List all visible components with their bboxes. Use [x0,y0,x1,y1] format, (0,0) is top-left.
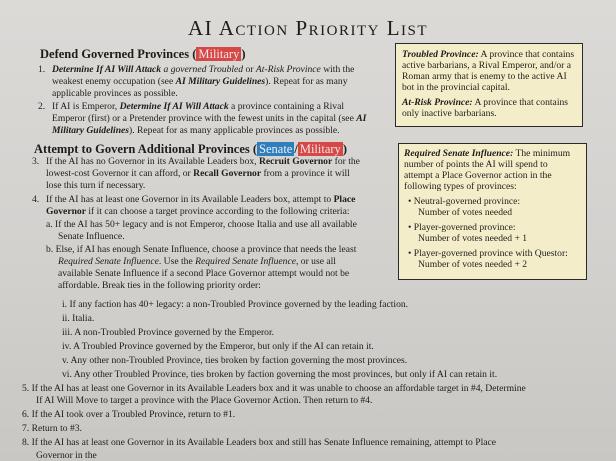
attempt-item-5: 5. If the AI has at least one Governor in its Available Leaders box and it was unable to choose an affordable target in #4, Determine [22,383,526,394]
military-tag: Military [299,142,341,156]
bullet-neutral-value: Number of votes needed [418,207,513,218]
bullet-player: • Player-governed province: [408,222,516,233]
attempt-item-8: 8. If the AI has at least one Governor in its Available Leaders box and still has Senate Influence remaining, attempt to Place [22,437,497,448]
tiebreak-i: i. If any faction has 40+ legacy: a non-Troubled Province governed by the leading faction. [62,299,409,310]
troubled-definition: Troubled Province: A province that contains [402,49,575,60]
attempt-item-5-line: If AI Will Move to target a province with the Place Governor Action. Then return to #4. [36,395,373,406]
tiebreak-vi: vi. Any other Troubled Province, ties broken by faction governing the most provinces, but only if AI can retain it. [62,369,498,380]
troubled-line: active barbarians, a Rival Emperor, and/or a [402,60,572,71]
attempt-item-3: 3. If the AI has no Governor in its Available Leaders box, Recruit Governor for the [32,156,360,167]
bullet-questor-value: Number of votes needed + 2 [418,259,528,270]
bullet-neutral: • Neutral-governed province: [408,196,521,207]
troubled-line: bot in the provincial capital. [402,82,510,93]
defend-item-2-line-3: Military Guidelines). Repeat for as many applicable provinces as possible. [52,125,340,136]
attempt-heading: Attempt to Govern Additional Provinces ( Senate / Military ) [34,142,347,156]
attempt-item-8-line: Governor in the [36,450,97,461]
defend-item-2: 2. If AI is Emperor, Determine If AI Will Attack a province containing a Rival [38,101,345,112]
definition-line: number of points the AI will spend to [404,159,548,170]
definition-line: following types of provinces: [404,181,517,192]
defend-heading-text: Defend Governed Provinces [40,47,190,61]
attempt-item-4-line: Governor if it can choose a target province according to the following criteria: [46,206,350,217]
defend-item-1: 1. Determine If AI Will Attack a governed Troubled or At-Risk Province with the [38,64,355,75]
attempt-item-3-line: lowest-cost Governor it can afford, or Recall Governor from a province it will [46,168,350,179]
page-title: AI Action Priority List [187,16,429,40]
attempt-item-4b-line: affordable. Break ties in the following priority order: [58,280,261,291]
troubled-line: Roman army that is enemy to the active AI [402,71,567,82]
attempt-heading-text: Attempt to Govern Additional Provinces [34,142,250,156]
attempt-item-3-line: lose this turn if necessary. [46,180,146,191]
defend-item-2-line-2: Emperor (first) or a Pretender province with the fewest units in the capital (see AI [52,113,367,124]
atrisk-definition: At-Risk Province: A province that contains [402,97,569,108]
attempt-item-4b-line: available Senate Influence if a second Place Governor attempt would not be [58,268,350,279]
defend-heading: Defend Governed Provinces ( Military ) [40,47,246,61]
bullet-questor: • Player-governed province with Questor: [408,248,568,259]
attempt-item-4a: a. If the AI has 50+ legacy and is not Emperor, choose Italia and use all available [46,219,357,230]
tiebreak-ii: ii. Italia. [62,313,95,324]
atrisk-line: only inactive barbarians. [402,108,497,119]
attempt-item-4b-line: Required Senate Influence. Use the Required Senate Influence, or use all [58,256,336,267]
defend-item-1-line-2: weakest enemy occupation (see AI Military Guidelines). Repeat for as many [52,76,348,87]
definition-line: attempt a Place Governor action in the [404,170,552,181]
required-influence-box [398,143,587,280]
attempt-item-6: 6. If the AI took over a Troubled Province, return to #1. [22,409,236,420]
military-tag: Military [198,47,240,61]
attempt-item-4a-line: Senate Influence. [58,231,125,242]
required-influence-definition: Required Senate Influence: The minimum [404,148,571,159]
attempt-item-4b: b. Else, if AI has enough Senate Influence, choose a province that needs the least [46,244,357,255]
senate-tag: Senate [259,142,293,156]
attempt-item-7: 7. Return to #3. [22,423,82,434]
tiebreak-iii: iii. A non-Troubled Province governed by the Emperor. [62,327,275,338]
tiebreak-iv: iv. A Troubled Province governed by the Emperor, but only if the AI can retain it. [62,341,374,352]
tiebreak-v: v. Any other non-Troubled Province, ties broken by faction governing the most provinces. [62,355,408,366]
attempt-item-4: 4. If the AI has at least one Governor in its Available Leaders box, attempt to Place [32,194,356,205]
defend-item-1-line-3: applicable provinces as possible. [52,88,178,99]
definitions-box [395,43,583,127]
bullet-player-value: Number of votes needed + 1 [418,233,528,244]
